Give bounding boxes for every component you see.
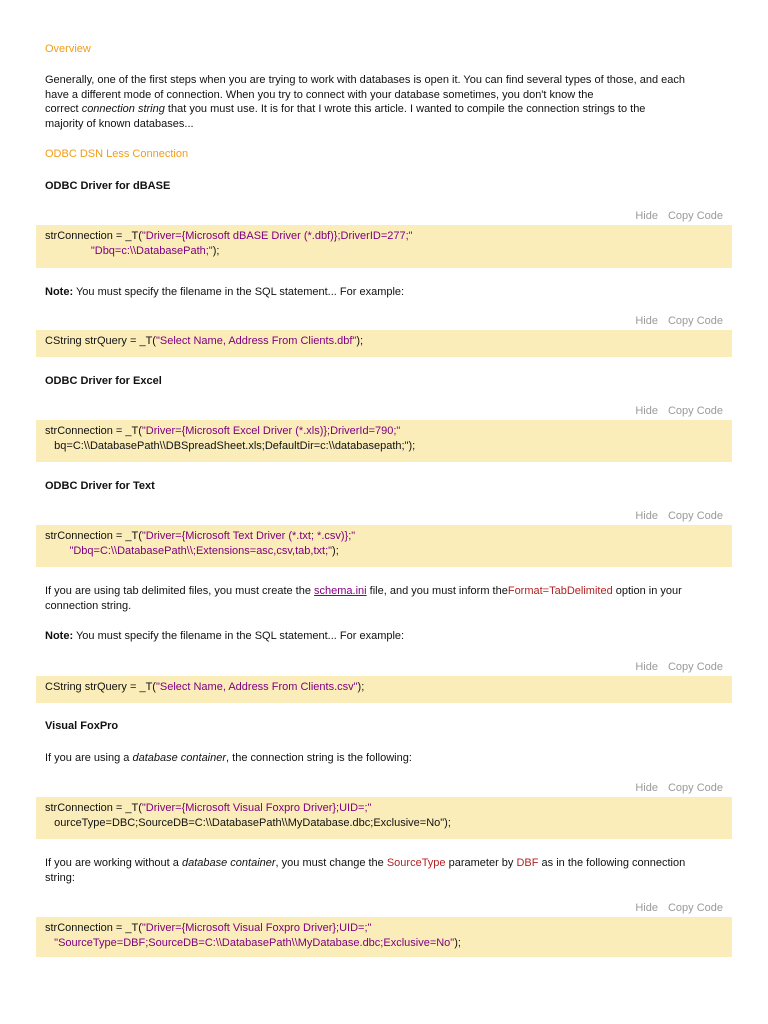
code-text: strConnection = _T( [45,530,142,542]
code-line [45,244,723,259]
code-text: strConnection = _T( [45,230,142,242]
code-text: ); [357,681,365,693]
text: as in the following connection [538,857,686,869]
note-label: Note: [45,286,74,298]
code-block-query-csv [36,676,732,703]
code-string: "Driver={Microsoft dBASE Driver (*.dbf)};DriverID=277;" [141,230,413,242]
text: If you are using a [45,752,133,764]
code-string: "Driver={Microsoft Excel Driver (*.xls)};DriverId=790;" [141,425,401,437]
code-toolbar [625,661,723,673]
code-indent [45,245,91,257]
copy-code-button[interactable]: Copy Code [667,405,723,417]
copy-code-button[interactable]: Copy Code [667,510,723,522]
code-line [45,544,723,559]
hide-button[interactable]: Hide [635,510,658,522]
overview-line-1: Generally, one of the first steps when you are trying to work with databases is open it. You can find several types of those, and each [45,74,686,86]
code-block-dbase [36,225,732,268]
overview-paragraph [45,73,730,131]
code-toolbar [625,510,723,522]
tab-delimited-paragraph [45,584,730,613]
code-indent [45,937,54,949]
code-string: "Select Name, Address From Clients.csv" [155,681,358,693]
hide-button[interactable]: Hide [635,661,658,673]
code-text: ); [212,245,220,257]
text: , you must change the [275,857,387,869]
code-text: ); [454,937,461,949]
overview-heading: Overview [45,43,91,55]
code-block-foxpro-dbc [36,797,732,839]
code-line: ourceType=DBC;SourceDB=C:\\DatabasePath\\MyDatabase.dbc;Exclusive=No"); [45,817,451,829]
overview-line-4: majority of known databases... [45,117,194,130]
section-heading: ODBC DSN Less Connection [45,148,189,160]
code-toolbar [625,902,723,914]
code-toolbar [625,782,723,794]
code-block-text [36,525,732,567]
code-string: "SourceType=DBF;SourceDB=C:\\DatabasePath\\MyDatabase.dbc;Exclusive=No" [54,937,455,949]
foxpro-dbf-paragraph [45,856,730,885]
code-line [45,936,723,951]
text-driver-title: ODBC Driver for Text [45,480,155,492]
keyword: DBF [516,857,539,869]
excel-title: ODBC Driver for Excel [45,375,162,387]
code-text: strConnection = _T( [45,922,142,934]
paragraph-line [45,584,730,599]
code-string: "Driver={Microsoft Text Driver (*.txt; *.csv)};" [141,530,356,542]
code-text: strConnection = _T( [45,802,142,814]
keyword: SourceType [386,857,446,869]
code-line [45,801,723,816]
code-line: bq=C:\\DatabasePath\\DBSpreadSheet.xls;DefaultDir=c:\\databasepath;"); [45,440,416,452]
copy-code-button[interactable]: Copy Code [667,661,723,673]
emphasis: database container [132,752,227,764]
foxpro-title: Visual FoxPro [45,720,119,732]
text: parameter by [445,857,517,869]
paragraph-line [45,856,730,871]
code-string: "Dbq=c:\\DatabasePath;" [90,245,213,257]
code-block-foxpro-dbf [36,917,732,957]
text: option in your [612,585,682,597]
hide-button[interactable]: Hide [635,315,658,327]
paragraph-line: string: [45,871,75,884]
text: , the connection string is the following: [226,752,412,764]
note-text: You must specify the filename in the SQL statement... For example: [73,630,405,642]
code-string: "Driver={Microsoft Visual Foxpro Driver};UID=;" [141,922,372,934]
emphasis: database container [181,857,276,869]
note-label: Note: [45,630,74,642]
copy-code-button[interactable]: Copy Code [667,315,723,327]
code-text: strConnection = _T( [45,425,142,437]
note-text: You must specify the filename in the SQL statement... For example: [73,286,405,298]
overview-line-2: have a different mode of connection. When you try to connect with your database sometimes, you don't know the [45,88,594,101]
copy-code-button[interactable]: Copy Code [667,902,723,914]
text: file, and you must inform the [366,585,508,597]
hide-button[interactable]: Hide [635,405,658,417]
code-line [45,424,723,439]
text: If you are using tab delimited files, you must create the [45,585,315,597]
text: that you must use. It is for that I wrote this article. I wanted to compile the connection strings to the [164,103,646,115]
paragraph-line: connection string. [45,599,132,612]
code-line [45,229,723,244]
overview-line-3 [45,102,730,117]
code-toolbar [625,315,723,327]
dbase-title: ODBC Driver for dBASE [45,180,171,192]
code-text: CString strQuery = _T( [45,335,156,347]
hide-button[interactable]: Hide [635,902,658,914]
code-line [45,529,723,544]
emphasis: connection string [81,103,165,115]
text: correct [45,103,82,115]
hide-button[interactable]: Hide [635,782,658,794]
code-string: "Select Name, Address From Clients.dbf" [155,335,357,347]
code-block-query-dbf [36,330,732,357]
code-string: "Driver={Microsoft Visual Foxpro Driver};UID=;" [141,802,372,814]
copy-code-button[interactable]: Copy Code [667,210,723,222]
code-text: ); [356,335,364,347]
hide-button[interactable]: Hide [635,210,658,222]
foxpro-intro [45,751,730,766]
code-text: CString strQuery = _T( [45,681,156,693]
code-toolbar [625,210,723,222]
schema-ini-link[interactable]: schema.ini [314,585,367,597]
keyword: Format=TabDelimited [507,585,613,597]
note-1 [45,285,730,300]
code-string: "Dbq=C:\\DatabasePath\\;Extensions=asc,csv,tab,txt;" [69,545,333,557]
note-2 [45,629,730,644]
code-text: ); [332,545,339,557]
code-indent [45,545,69,557]
code-line [45,921,723,936]
code-toolbar [625,405,723,417]
code-block-excel [36,420,732,462]
text: If you are working without a [45,857,182,869]
copy-code-button[interactable]: Copy Code [667,782,723,794]
